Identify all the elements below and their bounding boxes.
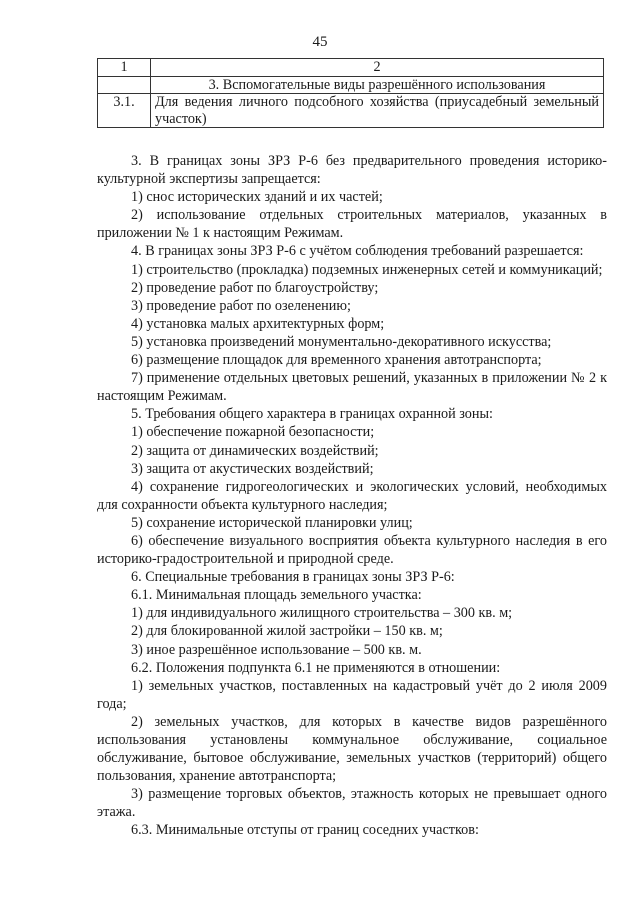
table-header-col-2: 2 [151,59,604,77]
document-body [97,152,607,840]
list-item: 1) строительство (прокладка) подземных инженерных сетей и коммуникаций; [131,261,603,278]
paragraph: 6. Специальные требования в границах зоны ЗРЗ Р-6: [131,569,455,586]
table-header-row [98,59,604,77]
list-item: 2) земельных участков, для которых в качестве видов разрешённого использования установлены коммунальное обслуживание, социальное обслуживание, бытовое обслуживание, земельных участков (территорий) общего пользования, хранение автотранспорта; [97,713,607,785]
list-item: 3) защита от акустических воздействий; [131,460,374,477]
table-section-empty-cell [98,76,151,94]
paragraph: 6.3. Минимальные отступы от границ соседних участков: [131,822,479,839]
list-item: 3) размещение торговых объектов, этажность которых не превышает одного этажа. [97,786,607,821]
list-item: 1) земельных участков, поставленных на кадастровый учёт до 2 июля 2009 года; [97,677,607,712]
list-item: 1) снос исторических зданий и их частей; [131,189,383,206]
list-item: 1) обеспечение пожарной безопасности; [131,424,375,441]
list-item: 2) использование отдельных строительных материалов, указанных в приложении № 1 к настоящим Режимам. [97,207,607,242]
table-row-number: 3.1. [98,94,151,128]
paragraph: 6.1. Минимальная площадь земельного участка: [131,587,422,604]
table-header-col-1: 1 [98,59,151,77]
paragraph: 4. В границах зоны ЗРЗ Р-6 с учётом соблюдения требований разрешается: [131,243,584,260]
list-item: 7) применение отдельных цветовых решений, указанных в приложении № 2 к настоящим Режимам. [97,370,607,405]
list-item: 3) проведение работ по озеленению; [131,297,351,314]
regulations-table [97,58,604,128]
list-item: 5) установка произведений монументально-декоративного искусства; [131,333,552,350]
list-item: 6) размещение площадок для временного хранения автотранспорта; [131,352,542,369]
list-item: 1) для индивидуального жилищного строительства – 300 кв. м; [131,605,513,622]
list-item: 3) иное разрешённое использование – 500 кв. м. [131,641,422,658]
list-item: 5) сохранение исторической планировки улиц; [131,514,413,531]
paragraph: 6.2. Положения подпункта 6.1 не применяются в отношении: [131,659,501,676]
paragraph: 3. В границах зоны ЗРЗ Р-6 без предварительного проведения историко-культурной экспертизы запрещается: [97,153,607,188]
list-item: 4) сохранение гидрогеологических и экологических условий, необходимых для сохранности объекта культурного наследия; [97,478,607,513]
table-row-text: Для ведения личного подсобного хозяйства (приусадебный земельный участок) [151,94,604,128]
table-section-row [98,76,604,94]
page-number: 45 [312,34,328,50]
list-item: 4) установка малых архитектурных форм; [131,315,385,332]
table-row [98,94,604,128]
list-item: 2) защита от динамических воздействий; [131,442,379,459]
paragraph: 5. Требования общего характера в границах охранной зоны: [131,406,493,423]
list-item: 2) проведение работ по благоустройству; [131,279,379,296]
list-item: 2) для блокированной жилой застройки – 150 кв. м; [131,623,443,640]
table-section-title: 3. Вспомогательные виды разрешённого использования [151,76,604,94]
list-item: 6) обеспечение визуального восприятия объекта культурного наследия в его историко-градостроительной и природной среде. [97,532,607,568]
